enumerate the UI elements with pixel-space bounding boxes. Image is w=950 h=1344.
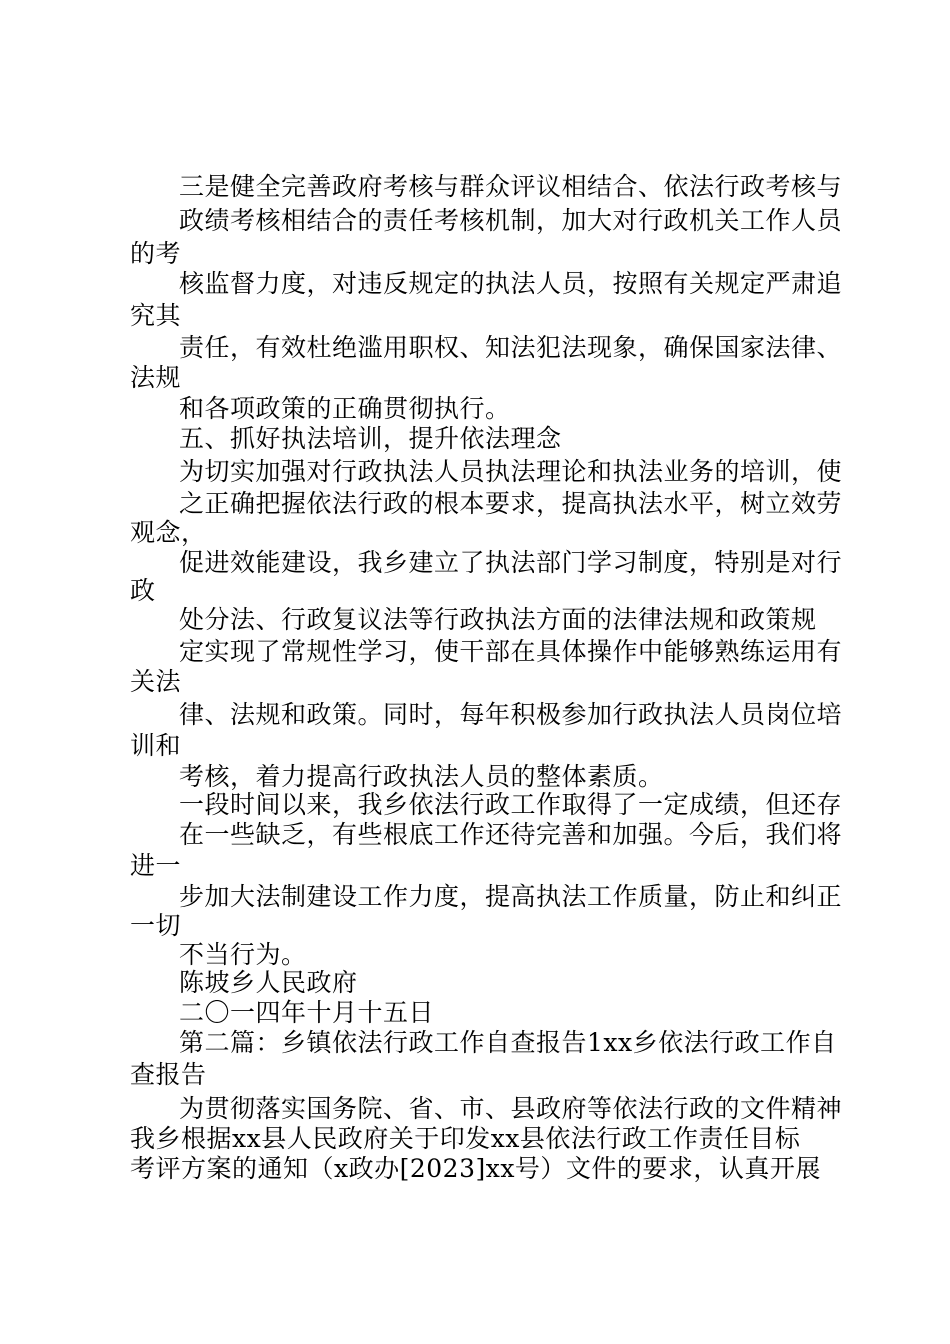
text-line: 的考	[130, 239, 182, 268]
text-line: 步加大法制建设工作力度，提高执法工作质量，防止和纠正	[179, 882, 843, 911]
text-line: 法规	[130, 363, 182, 392]
text-line: 政	[130, 576, 156, 605]
text-line: 考核，着力提高行政执法人员的整体素质。	[179, 762, 664, 791]
text-line: 三是健全完善政府考核与群众评议相结合、依法行政考核与	[179, 172, 843, 201]
chapter-heading-continued: 查报告	[130, 1060, 207, 1089]
text-line: 关法	[130, 667, 182, 696]
text-line: 处分法、行政复议法等行政执法方面的法律法规和政策规	[179, 605, 817, 634]
text-line: 训和	[130, 731, 182, 760]
text-line: 和各项政策的正确贯彻执行。	[179, 394, 511, 423]
signature-date: 二〇一四年十月十五日	[179, 998, 435, 1027]
chapter-heading: 第二篇：乡镇依法行政工作自查报告1xx乡依法行政工作自	[179, 1028, 837, 1057]
text-line: 进一	[130, 851, 182, 880]
text-line: 责任，有效杜绝滥用职权、知法犯法现象，确保国家法律、	[179, 333, 843, 362]
signature-organization: 陈坡乡人民政府	[179, 968, 358, 997]
text-line: 考评方案的通知（x政办[2023]xx号）文件的要求，认真开展	[130, 1154, 821, 1183]
text-line: 在一些缺乏，有些根底工作还待完善和加强。今后，我们将	[179, 820, 843, 849]
text-line: 政绩考核相结合的责任考核机制，加大对行政机关工作人员	[179, 206, 843, 235]
text-line: 之正确把握依法行政的根本要求，提高执法水平，树立效劳	[179, 489, 843, 518]
text-line: 为切实加强对行政执法人员执法理论和执法业务的培训，使	[179, 457, 843, 486]
text-line: 究其	[130, 301, 182, 330]
text-line: 核监督力度，对违反规定的执法人员，按照有关规定严肃追	[179, 269, 843, 298]
text-line: 为贯彻落实国务院、省、市、县政府等依法行政的文件精神	[179, 1094, 843, 1123]
text-line: 不当行为。	[179, 940, 307, 969]
text-line: 我乡根据xx县人民政府关于印发xx县依法行政工作责任目标	[130, 1124, 801, 1153]
section-heading: 五、抓好执法培训，提升依法理念	[179, 424, 562, 453]
text-line: 一段时间以来，我乡依法行政工作取得了一定成绩，但还存	[179, 790, 843, 819]
text-line: 一切	[130, 911, 182, 940]
text-line: 观念，	[130, 518, 207, 547]
text-line: 定实现了常规性学习，使干部在具体操作中能够熟练运用有	[179, 637, 843, 666]
text-line: 律、法规和政策。同时，每年积极参加行政执法人员岗位培	[179, 700, 843, 729]
text-line: 促进效能建设，我乡建立了执法部门学习制度，特别是对行	[179, 548, 843, 577]
